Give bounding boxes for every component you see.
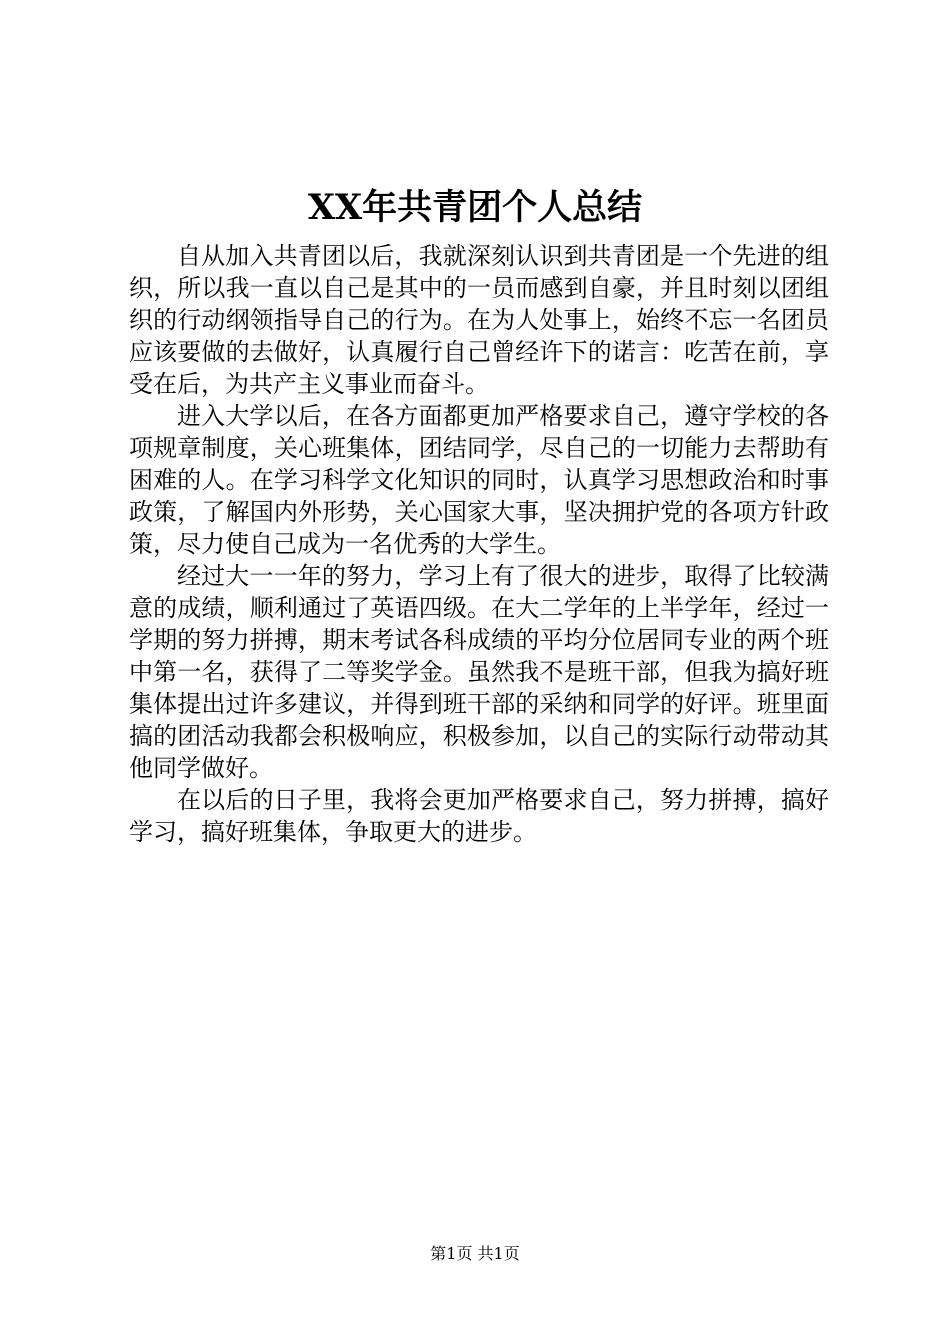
paragraph-4: 在以后的日子里，我将会更加严格要求自己，努力拼搏，搞好学习，搞好班集体，争取更大的进步。 — [129, 786, 829, 846]
document-title: XX年共青团个人总结 — [307, 187, 643, 228]
document-body — [129, 240, 829, 848]
paragraph-1: 自从加入共青团以后，我就深刻认识到共青团是一个先进的组织，所以我一直以自己是其中的一员而感到自豪，并且时刻以团组织的行动纲领指导自己的行为。在为人处事上，始终不忘一名团员应该要做的去做好，认真履行自己曾经许下的诺言：吃苦在前，享受在后，为共产主义事业而奋斗。 — [129, 242, 829, 398]
page-number-footer: 第1页 共1页 — [430, 1244, 520, 1263]
paragraph-3: 经过大一一年的努力，学习上有了很大的进步，取得了比较满意的成绩，顺利通过了英语四级。在大二学年的上半学年，经过一学期的努力拼搏，期末考试各科成绩的平均分位居同专业的两个班中第一名，获得了二等奖学金。虽然我不是班干部，但我为搞好班集体提出过许多建议，并得到班干部的采纳和同学的好评。班里面搞的团活动我都会积极响应，积极参加，以自己的实际行动带动其他同学做好。 — [129, 562, 829, 782]
paragraph-2: 进入大学以后，在各方面都更加严格要求自己，遵守学校的各项规章制度，关心班集体，团结同学，尽自己的一切能力去帮助有困难的人。在学习科学文化知识的同时，认真学习思想政治和时事政策，了解国内外形势，关心国家大事，坚决拥护党的各项方针政策，尽力使自己成为一名优秀的大学生。 — [129, 402, 829, 558]
